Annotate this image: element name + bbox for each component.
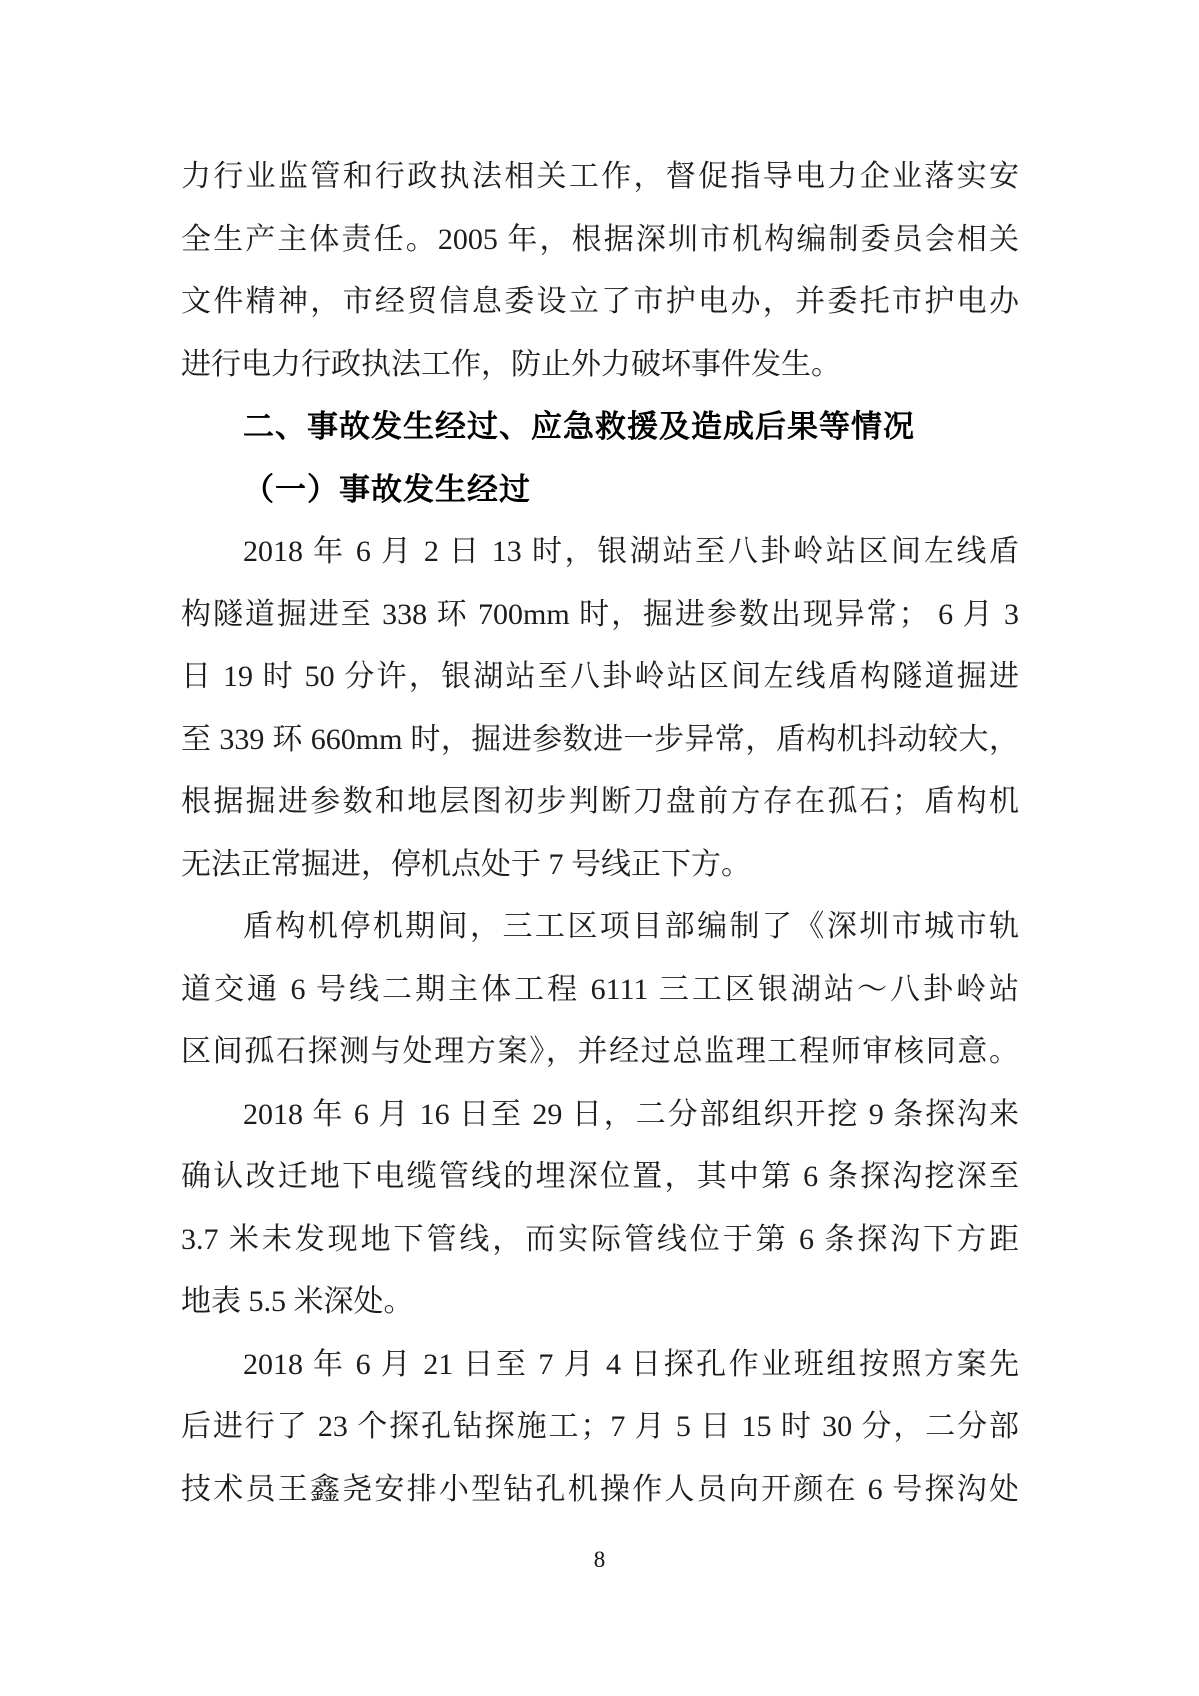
paragraph-line: 3.7 米未发现地下管线，而实际管线位于第 6 条探沟下方距 — [181, 1222, 1019, 1256]
page-number: 8 — [593, 1547, 606, 1572]
paragraph-line: 2018 年 6 月 2 日 13 时，银湖站至八卦岭站区间左线盾 — [243, 535, 1019, 568]
paragraph-line: 地表 5.5 米深处。 — [181, 1285, 414, 1318]
paragraph-line: 确认改迁地下电缆管线的埋深位置，其中第 6 条探沟挖深至 — [181, 1160, 1019, 1193]
paragraph-line: 技术员王鑫尧安排小型钻孔机操作人员向开颜在 6 号探沟处 — [181, 1472, 1019, 1506]
paragraph-line: 区间孤石探测与处理方案》，并经过总监理工程师审核同意。 — [181, 1035, 1019, 1068]
paragraph-line: 力行业监管和行政执法相关工作，督促指导电力企业落实安 — [181, 160, 1019, 193]
paragraph-line: 进行电力行政执法工作，防止外力破坏事件发生。 — [181, 347, 841, 381]
paragraph-line: 全生产主体责任。2005 年，根据深圳市机构编制委员会相关 — [181, 222, 1019, 256]
paragraph-line: 2018 年 6 月 16 日至 29 日，二分部组织开挖 9 条探沟来 — [243, 1097, 1019, 1131]
paragraph-line: 后进行了 23 个探孔钻探施工；7 月 5 日 15 时 30 分，二分部 — [181, 1410, 1019, 1443]
heading-section: 二、事故发生经过、应急救援及造成后果等情况 — [243, 409, 915, 444]
heading-subsection: （一）事故发生经过 — [243, 471, 531, 507]
paragraph-line: 道交通 6 号线二期主体工程 6111 三工区银湖站～八卦岭站 — [181, 972, 1019, 1006]
paragraph-line: 2018 年 6 月 21 日至 7 月 4 日探孔作业班组按照方案先 — [243, 1347, 1019, 1381]
paragraph-line: 日 19 时 50 分许，银湖站至八卦岭站区间左线盾构隧道掘进 — [181, 660, 1019, 693]
paragraph-line: 文件精神，市经贸信息委设立了市护电办，并委托市护电办 — [181, 285, 1019, 318]
paragraph-line: 无法正常掘进，停机点处于 7 号线正下方。 — [181, 847, 751, 881]
paragraph-line: 根据掘进参数和地层图初步判断刀盘前方存在孤石；盾构机 — [181, 785, 1019, 818]
paragraph-line: 至 339 环 660mm 时，掘进参数进一步异常，盾构机抖动较大， — [181, 722, 1019, 756]
paragraph-line: 构隧道掘进至 338 环 700mm 时，掘进参数出现异常； 6 月 3 — [181, 597, 1019, 631]
paragraph-line: 盾构机停机期间，三工区项目部编制了《深圳市城市轨 — [243, 910, 1019, 943]
page-body-text — [181, 146, 1019, 1521]
